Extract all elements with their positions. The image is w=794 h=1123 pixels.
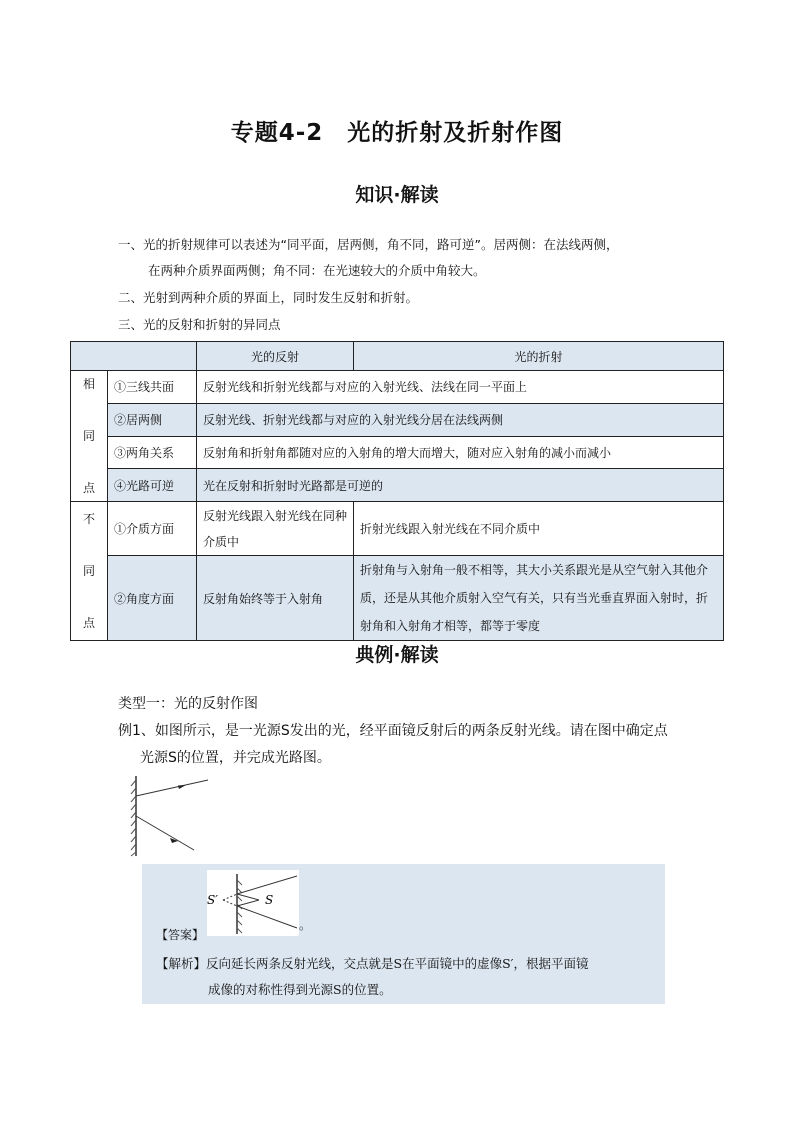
answer-box bbox=[142, 864, 665, 1004]
analysis-line-1-wrap bbox=[156, 954, 588, 972]
row-text-reflection: 反射光线跟入射光线在同种介质中 bbox=[197, 502, 354, 556]
example-type-label: 类型一：光的反射作图 bbox=[118, 696, 258, 712]
knowledge-para-3: 三、光的反射和折射的异同点 bbox=[118, 317, 281, 332]
row-text: 反射光线、折射光线都与对应的入射光线分居在法线两侧 bbox=[197, 403, 724, 436]
row-text-refraction: 折射光线跟入射光线在不同介质中 bbox=[354, 502, 724, 556]
question-mirror-figure bbox=[128, 772, 218, 860]
analysis-tag: 【解析】 bbox=[156, 956, 207, 971]
table-header-blank bbox=[71, 342, 197, 371]
row-text-refraction: 折射角与入射角一般不相等，其大小关系跟光是从空气射入其他介质，还是从其他介质射入空气有关，只有当光垂直界面入射时，折射角和入射角才相等，都等于零度 bbox=[354, 556, 724, 641]
comparison-table bbox=[70, 341, 724, 641]
group-same-label: 相 同 点 bbox=[71, 371, 108, 502]
row-text: 光在反射和折射时光路都是可逆的 bbox=[197, 469, 724, 502]
analysis-line-2: 成像的对称性得到光源S的位置。 bbox=[208, 982, 392, 997]
row-label: ②角度方面 bbox=[108, 556, 197, 641]
table-header-refraction: 光的折射 bbox=[354, 342, 724, 371]
answer-tag: 【答案】 bbox=[156, 928, 205, 942]
page-title: 专题4-2 光的折射及折射作图 bbox=[230, 120, 564, 146]
row-label: ②居两侧 bbox=[108, 403, 197, 436]
row-text: 反射光线和折射光线都与对应的入射光线、法线在同一平面上 bbox=[197, 371, 724, 404]
row-label: ③两角关系 bbox=[108, 436, 197, 469]
section-heading-examples: 典例·解读 bbox=[355, 644, 439, 666]
group-diff-label: 不 同 点 bbox=[71, 502, 108, 641]
source-label: S bbox=[265, 893, 274, 907]
row-label: ①介质方面 bbox=[108, 502, 197, 556]
knowledge-para-1a: 一、光的折射规律可以表述为“同平面，居两侧，角不同，路可逆”。居两侧：在法线两侧， bbox=[118, 237, 619, 252]
knowledge-para-1b: 在两种介质界面两侧；角不同：在光速较大的介质中角较大。 bbox=[148, 263, 486, 278]
answer-period: 。 bbox=[299, 918, 312, 932]
answer-figure bbox=[207, 870, 299, 936]
reflected-ray-lower bbox=[136, 816, 194, 850]
virtual-image-label: S′ bbox=[207, 893, 218, 907]
row-label: ①三线共面 bbox=[108, 371, 197, 404]
arrowhead bbox=[178, 785, 186, 789]
example-question-line-2: 光源S的位置，并完成光路图。 bbox=[140, 750, 331, 766]
knowledge-para-2: 二、光射到两种介质的界面上，同时发生反射和折射。 bbox=[118, 290, 419, 305]
row-text-reflection: 反射角始终等于入射角 bbox=[197, 556, 354, 641]
row-text: 反射角和折射角都随对应的入射角的增大而增大，随对应入射角的减小而减小 bbox=[197, 436, 724, 469]
example-question-line-1: 例1、如图所示，是一光源S发出的光，经平面镜反射后的两条反射光线。请在图中确定点 bbox=[118, 723, 668, 739]
section-heading-knowledge: 知识·解读 bbox=[355, 184, 439, 206]
reflected-ray-upper bbox=[136, 780, 208, 796]
analysis-line-1: 反向延长两条反射光线，交点就是S在平面镜中的虚像S′，根据平面镜 bbox=[206, 956, 589, 971]
row-label: ④光路可逆 bbox=[108, 469, 197, 502]
table-header-reflection: 光的反射 bbox=[197, 342, 354, 371]
